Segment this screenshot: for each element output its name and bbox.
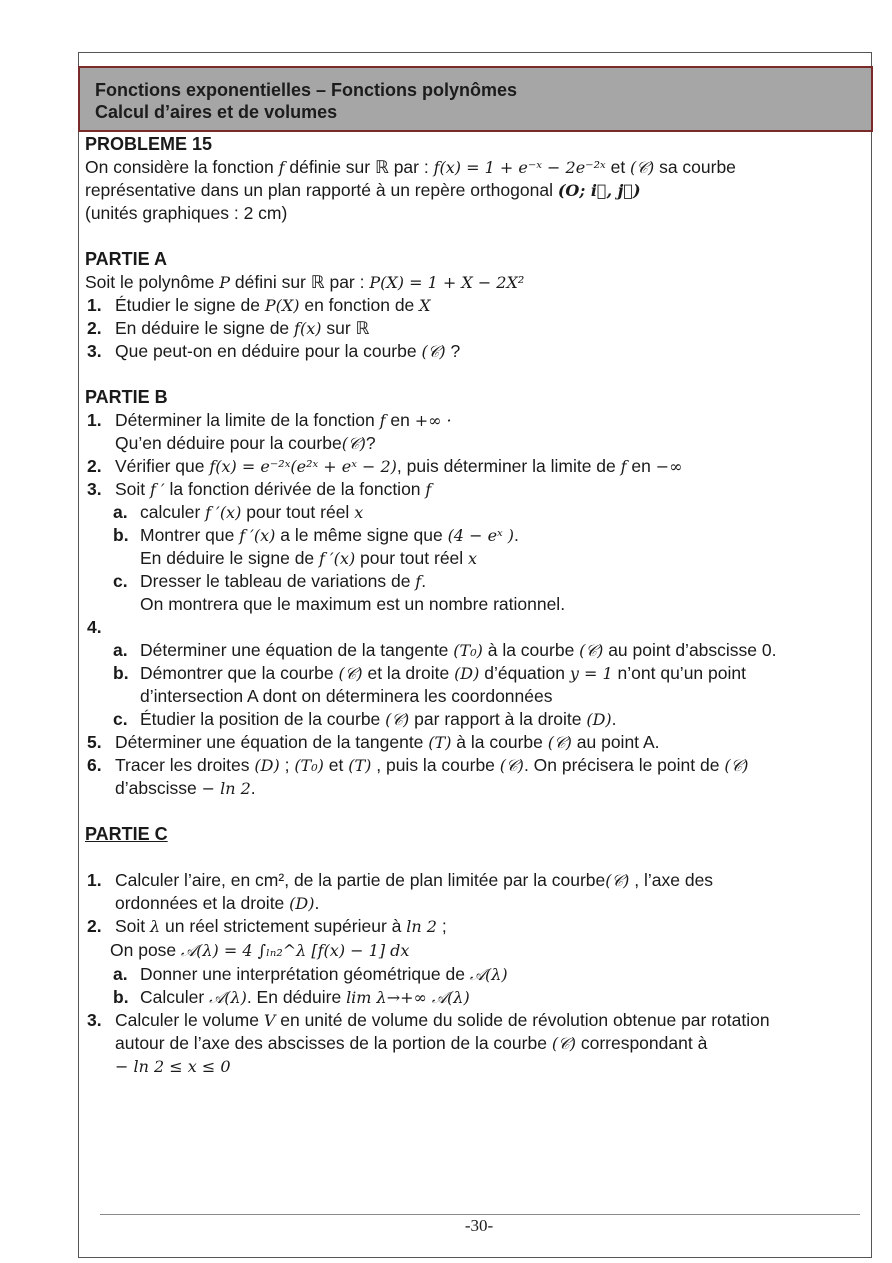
math: (T₀) — [294, 756, 324, 775]
part-b-question-1 — [85, 409, 865, 432]
text: En déduire le signe de — [115, 318, 295, 338]
problem-intro-line2 — [85, 179, 865, 202]
question-number: 1. — [87, 870, 102, 890]
math: +∞ · — [414, 411, 452, 430]
text: . — [250, 778, 256, 798]
part-b-question-3a — [85, 501, 865, 524]
limit-formula: lim λ→+∞ 𝒜(λ) — [346, 988, 470, 1007]
text: ; — [279, 755, 295, 775]
math: f — [278, 158, 285, 177]
text: Étudier la position de la courbe — [140, 709, 386, 729]
part-c-question-1-cont — [85, 892, 865, 915]
math: (T) — [428, 733, 452, 752]
text: défini sur ℝ par : — [230, 272, 370, 292]
part-b-question-4b — [85, 662, 865, 685]
text: Étudier le signe de — [115, 295, 265, 315]
text: Vérifier que — [115, 456, 210, 476]
question-number: 3. — [87, 479, 102, 499]
math: (𝒞) — [499, 756, 524, 775]
question-number: 5. — [87, 732, 102, 752]
text: Que peut-on en déduire pour la courbe — [115, 341, 422, 361]
math: x — [354, 503, 364, 522]
text: ordonnées et la droite — [115, 893, 290, 913]
problem-intro-line3: (unités graphiques : 2 cm) — [85, 203, 288, 223]
text: au point d’abscisse 0. — [603, 640, 777, 660]
question-letter: c. — [113, 571, 128, 591]
question-number: 1. — [87, 295, 102, 315]
text: et la droite — [362, 663, 455, 683]
math: (𝒞) — [338, 664, 363, 683]
math: (D) — [254, 756, 280, 775]
chapter-title: Fonctions exponentielles – Fonctions polynômes — [95, 80, 518, 100]
question-number: 3. — [87, 341, 102, 361]
question-number: 6. — [87, 755, 102, 775]
math: (𝒞) — [579, 641, 604, 660]
question-number: 1. — [87, 410, 102, 430]
question-letter: a. — [113, 964, 128, 984]
text: Démontrer que la courbe — [140, 663, 339, 683]
part-c-question-2a — [85, 963, 865, 986]
math: P — [219, 273, 231, 292]
text: sa courbe — [654, 157, 736, 177]
question-letter: b. — [113, 525, 129, 545]
part-b-question-3 — [85, 478, 865, 501]
math: −∞ — [655, 457, 683, 476]
problem-title: PROBLEME 15 — [85, 134, 213, 154]
frame-notation: (O; i⃗, j⃗) — [557, 181, 641, 200]
text: définie sur ℝ par : — [284, 157, 434, 177]
text: pour tout réel — [355, 548, 469, 568]
math: f(x) = e⁻²ˣ(e²ˣ + eˣ − 2) — [209, 457, 397, 476]
math: (T) — [348, 756, 372, 775]
text: , puis la courbe — [371, 755, 500, 775]
math: f — [415, 572, 422, 591]
text: représentative dans un plan rapporté à un repère orthogonal — [85, 180, 558, 200]
math: f ′ — [150, 480, 165, 499]
math: − ln 2 ≤ x ≤ 0 — [115, 1057, 231, 1076]
text: . — [611, 709, 617, 729]
part-a-lead — [85, 271, 865, 294]
chapter-subtitle: Calcul d’aires et de volumes — [95, 102, 338, 122]
text: . — [314, 893, 320, 913]
part-b-title: PARTIE B — [85, 387, 168, 407]
text: Déterminer une équation de la tangente — [140, 640, 454, 660]
math: V — [263, 1011, 276, 1030]
part-c-question-2-definition — [85, 938, 865, 963]
math: 𝒜(λ) — [209, 988, 247, 1007]
text: en — [385, 410, 415, 430]
text: Calculer l’aire, en cm², de la partie de plan limitée par la courbe — [115, 870, 606, 890]
question-letter: b. — [113, 987, 129, 1007]
text: sur ℝ — [321, 318, 370, 338]
part-b-question-3b-cont — [85, 547, 865, 570]
math: (D) — [586, 710, 612, 729]
problem-content — [85, 133, 865, 1078]
part-b-question-6-cont — [85, 777, 865, 800]
part-b-question-3c-cont: On montrera que le maximum est un nombre rationnel. — [140, 594, 566, 614]
part-b-question-3b — [85, 524, 865, 547]
math: (𝒞) — [724, 756, 749, 775]
question-number: 2. — [87, 916, 102, 936]
part-c-title: PARTIE C — [85, 824, 168, 844]
integral-formula: 𝒜(λ) = 4 ∫ₗₙ₂^λ [f(x) − 1] dx — [181, 941, 410, 960]
part-b-question-5 — [85, 731, 865, 754]
math: (𝒞) — [630, 158, 655, 177]
text: Montrer que — [140, 525, 240, 545]
math: f ′(x) — [319, 549, 356, 568]
text: . En déduire — [246, 987, 347, 1007]
text: On considère la fonction — [85, 157, 279, 177]
footer-divider — [100, 1214, 860, 1215]
text: . On précisera le point de — [523, 755, 725, 775]
text: En déduire le signe de — [140, 548, 320, 568]
text: Soit le polynôme — [85, 272, 220, 292]
text: a le même signe que — [275, 525, 448, 545]
part-b-question-4a — [85, 639, 865, 662]
text: Soit — [115, 916, 151, 936]
math: f — [379, 411, 386, 430]
text: à la courbe — [451, 732, 548, 752]
math: X — [419, 296, 431, 315]
math: (𝒞) — [341, 434, 366, 453]
text: et — [605, 157, 631, 177]
text: calculer — [140, 502, 206, 522]
text: en — [626, 456, 656, 476]
math: f ′(x) — [205, 503, 242, 522]
polynomial-formula: P(X) = 1 + X − 2X² — [369, 273, 525, 292]
math: x — [468, 549, 478, 568]
math: (D) — [289, 894, 315, 913]
text: Déterminer une équation de la tangente — [115, 732, 429, 752]
math: P(X) — [264, 296, 300, 315]
math: (𝒞) — [551, 1034, 576, 1053]
math: − ln 2 — [201, 779, 251, 798]
part-c-question-3 — [85, 1009, 865, 1032]
math: 𝒜(λ) — [469, 965, 508, 984]
part-a-question-1 — [85, 294, 865, 317]
text: Déterminer la limite de la fonction — [115, 410, 380, 430]
math: f(x) — [294, 319, 322, 338]
math: λ — [150, 917, 161, 936]
text: Qu’en déduire pour la courbe — [115, 433, 342, 453]
part-c-question-3-cont — [85, 1032, 865, 1055]
math: y = 1 — [569, 664, 613, 683]
text: en fonction de — [299, 295, 420, 315]
part-b-question-1-cont — [85, 432, 865, 455]
text: . — [421, 571, 427, 591]
text: . — [514, 525, 519, 545]
question-letter: a. — [113, 502, 128, 522]
text: pour tout réel — [241, 502, 355, 522]
text: ? — [445, 341, 461, 361]
text: ; — [436, 916, 447, 936]
question-number: 2. — [87, 456, 102, 476]
text: en unité de volume du solide de révolution obtenue par rotation — [275, 1010, 770, 1030]
math: f ′(x) — [239, 526, 276, 545]
question-letter: b. — [113, 663, 129, 683]
text: Dresser le tableau de variations de — [140, 571, 416, 591]
part-c-question-2 — [85, 915, 865, 938]
function-formula: f(x) = 1 + e⁻ˣ − 2e⁻²ˣ — [433, 158, 606, 177]
text: Donner une interprétation géométrique de — [140, 964, 470, 984]
text: correspondant à — [575, 1033, 708, 1053]
text: et — [323, 755, 349, 775]
part-b-question-4b-cont: d’intersection A dont on déterminera les coordonnées — [140, 686, 553, 706]
text: On pose — [110, 940, 182, 960]
text: Soit — [115, 479, 151, 499]
text: un réel strictement supérieur à — [160, 916, 407, 936]
math: f — [425, 480, 432, 499]
text: la fonction dérivée de la fonction — [164, 479, 426, 499]
math: (D) — [454, 664, 480, 683]
math: (𝒞) — [605, 871, 630, 890]
part-a-title: PARTIE A — [85, 249, 168, 269]
part-b-question-3c — [85, 570, 865, 593]
text: d’abscisse — [115, 778, 202, 798]
text: , l’axe des — [629, 870, 714, 890]
text: autour de l’axe des abscisses de la portion de la courbe — [115, 1033, 552, 1053]
text: par rapport à la droite — [409, 709, 587, 729]
part-a-question-2 — [85, 317, 865, 340]
text: n’ont qu’un point — [612, 663, 746, 683]
math: (T₀) — [453, 641, 483, 660]
question-letter: a. — [113, 640, 128, 660]
part-c-question-1 — [85, 869, 865, 892]
part-b-question-4c — [85, 708, 865, 731]
part-c-question-2b — [85, 986, 865, 1009]
question-number: 3. — [87, 1010, 102, 1030]
text: Calculer le volume — [115, 1010, 264, 1030]
math: (𝒞) — [421, 342, 446, 361]
part-b-question-6 — [85, 754, 865, 777]
math: f — [620, 457, 627, 476]
part-a-question-3 — [85, 340, 865, 363]
math: (𝒞) — [547, 733, 572, 752]
part-b-question-2 — [85, 455, 865, 478]
math: ln 2 — [406, 917, 437, 936]
text: ? — [365, 433, 376, 453]
question-letter: c. — [113, 709, 128, 729]
problem-intro-line1 — [85, 156, 865, 179]
chapter-banner — [78, 66, 873, 132]
question-number: 2. — [87, 318, 102, 338]
text: , puis déterminer la limite de — [396, 456, 621, 476]
text: Calculer — [140, 987, 210, 1007]
math: (4 − eˣ ) — [447, 526, 515, 545]
part-b-question-4 — [85, 616, 865, 639]
text: d’équation — [479, 663, 570, 683]
text: à la courbe — [482, 640, 580, 660]
math: (𝒞) — [385, 710, 410, 729]
text: au point A. — [571, 732, 660, 752]
part-c-question-3-interval — [85, 1055, 865, 1078]
text: Tracer les droites — [115, 755, 255, 775]
page-number: -30- — [464, 1216, 494, 1235]
question-number: 4. — [87, 617, 102, 637]
